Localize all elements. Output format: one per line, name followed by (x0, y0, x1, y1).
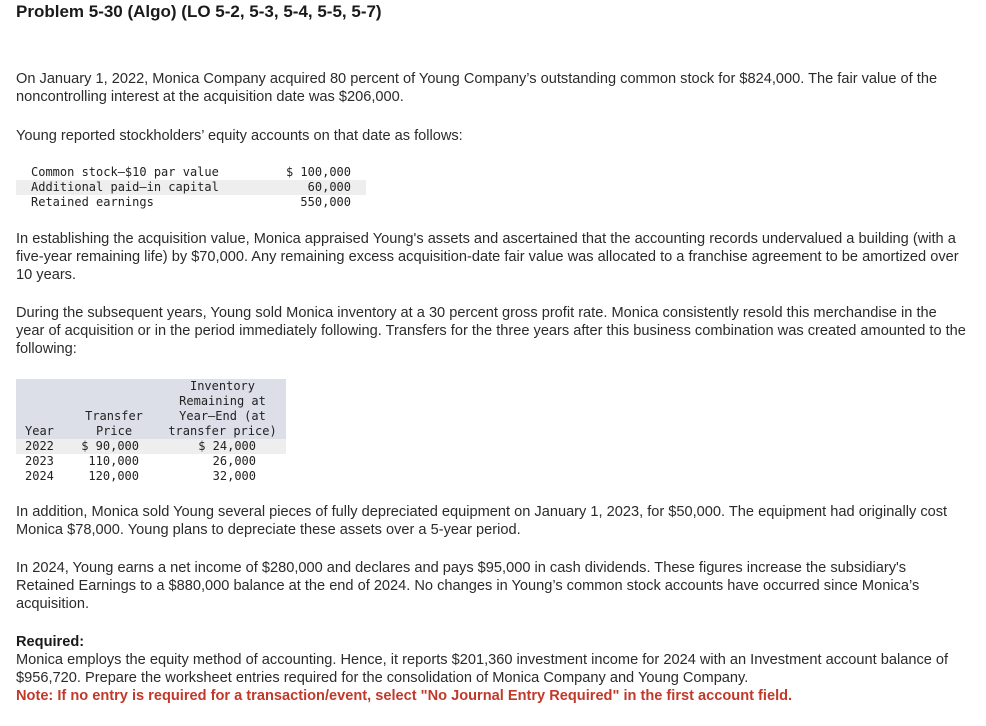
table-row (16, 195, 366, 210)
equity-intro-paragraph: Young reported stockholders’ equity accounts on that date as follows: (16, 128, 463, 144)
equity-label: Common stock–$10 par value (31, 165, 219, 179)
equity-label: Retained earnings (31, 195, 154, 209)
year-cell: 2023 (25, 454, 54, 468)
equity-label: Additional paid–in capital (16, 180, 267, 195)
stockholders-equity-table (16, 165, 366, 210)
header-line: Transfer (85, 409, 143, 423)
transfer-price-cell: 110,000 (88, 454, 139, 468)
column-header-inventory-remaining (159, 379, 286, 439)
equity-amount: 60,000 (267, 180, 366, 195)
inventory-remaining-cell: 32,000 (212, 469, 256, 483)
intra-entity-transfer-table (16, 379, 286, 484)
table-row (16, 454, 286, 469)
income-paragraph: In 2024, Young earns a net income of $280,000 and declares and pays $95,000 in cash dividends. These figures increase the subsidiary's Retained Earnings to a $880,000 balance at the end of 2024. No changes in Young’s common stock accounts have occurred since Monica’s acquisition. (16, 560, 920, 612)
header-line: Year–End (at (179, 409, 266, 423)
required-text: Monica employs the equity method of accounting. Hence, it reports $201,360 investment income for 2024 with an Investment account balance of $956,720. Prepare the worksheet entries required for the consolidation of Monica Company and Young Company. (16, 652, 949, 686)
table-row (16, 469, 286, 484)
year-cell: 2022 (16, 439, 69, 454)
column-header-transfer-price (69, 379, 159, 439)
table-row (16, 165, 366, 180)
table-row (16, 439, 286, 454)
appraisal-paragraph: In establishing the acquisition value, Monica appraised Young's assets and ascertained that the accounting records undervalued a building (with a five-year remaining life) by $70,000. Any remaining excess acquisition-date fair value was allocated to a franchise agreement to be amortized over 10 years. (16, 231, 959, 283)
equipment-paragraph: In addition, Monica sold Young several pieces of fully depreciated equipment on January 1, 2023, for $50,000. The equipment had originally cost Monica $78,000. Young plans to depreciate these assets over a 5-year period. (16, 504, 948, 538)
intro-paragraph: On January 1, 2022, Monica Company acquired 80 percent of Young Company’s outstanding common stock for $824,000. The fair value of the noncontrolling interest at the acquisition date was $206,000. (16, 71, 938, 105)
table-row (16, 180, 366, 195)
inventory-remaining-cell: $ 24,000 (159, 439, 286, 454)
inventory-remaining-cell: 26,000 (212, 454, 256, 468)
column-header-year: Year (16, 379, 69, 439)
required-section (16, 633, 966, 705)
table-header-row (16, 379, 286, 439)
required-heading: Required: (16, 634, 85, 650)
transfers-paragraph: During the subsequent years, Young sold Monica inventory at a 30 percent gross profit rate. Monica consistently resold this merchandise in the year of acquisition or in the period immediately following. Transfers for the three years after this business combination was created amounted to the following: (16, 305, 966, 357)
transfer-price-cell: $ 90,000 (69, 439, 159, 454)
transfer-price-cell: 120,000 (88, 469, 139, 483)
header-line: Remaining at (179, 394, 266, 408)
header-line: transfer price) (168, 424, 277, 438)
note-text: Note: If no entry is required for a transaction/event, select "No Journal Entry Required" in the first account field. (16, 688, 793, 704)
equity-amount: $ 100,000 (285, 165, 351, 179)
header-line: Inventory (189, 379, 256, 393)
problem-title: Problem 5-30 (Algo) (LO 5-2, 5-3, 5-4, 5-5, 5-7) (16, 2, 382, 21)
header-line: Price (95, 424, 133, 438)
year-cell: 2024 (25, 469, 54, 483)
equity-amount: 550,000 (300, 195, 351, 209)
